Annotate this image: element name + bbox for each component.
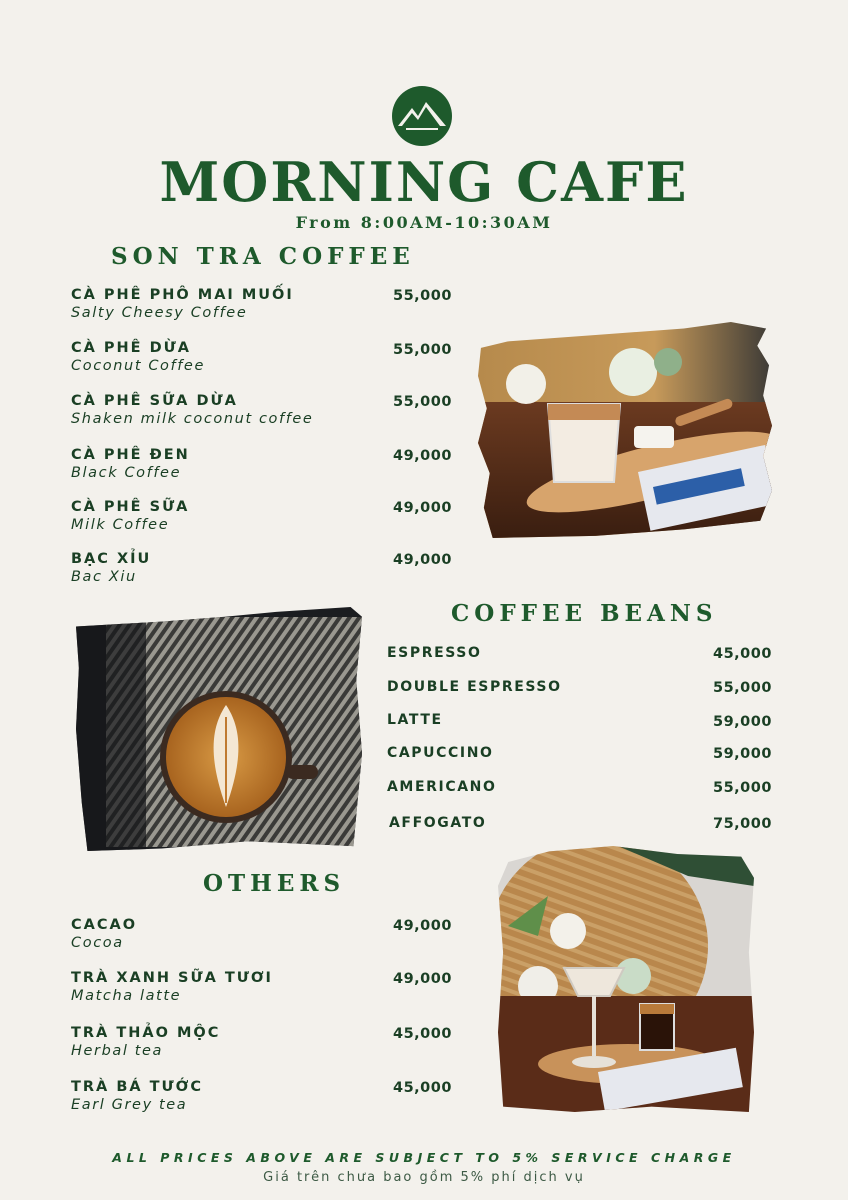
item-subtitle: Matcha latte bbox=[71, 988, 182, 1004]
item-name: BẠC XỈU bbox=[71, 551, 152, 567]
item-name: CÀ PHÊ DỪA bbox=[71, 340, 191, 356]
item-name: CÀ PHÊ SỮA bbox=[71, 499, 190, 515]
item-price: 49,000 bbox=[393, 448, 452, 464]
item-price: 45,000 bbox=[393, 1026, 452, 1042]
item-name: AMERICANO bbox=[387, 779, 497, 795]
affogato-photo bbox=[498, 846, 754, 1112]
item-name: ESPRESSO bbox=[387, 645, 482, 661]
item-name: CÀ PHÊ ĐEN bbox=[71, 447, 190, 463]
item-price: 49,000 bbox=[393, 918, 452, 934]
item-price: 49,000 bbox=[393, 500, 452, 516]
menu-item bbox=[71, 393, 313, 427]
item-subtitle: Black Coffee bbox=[71, 465, 182, 481]
mountain-logo-icon bbox=[392, 86, 452, 146]
section-title-son-tra-coffee: SON TRA COFFEE bbox=[111, 243, 415, 270]
menu-item bbox=[71, 287, 294, 321]
item-name: DOUBLE ESPRESSO bbox=[387, 679, 562, 695]
latte-art-photo bbox=[76, 607, 362, 851]
menu-item bbox=[71, 340, 205, 374]
menu-item bbox=[71, 917, 137, 951]
item-name: CÀ PHÊ SỮA DỪA bbox=[71, 393, 238, 409]
item-price: 75,000 bbox=[713, 816, 772, 832]
item-name: TRÀ BÁ TƯỚC bbox=[71, 1079, 203, 1095]
item-subtitle: Bac Xiu bbox=[71, 569, 137, 585]
service-charge-note-vietnamese: Giá trên chưa bao gồm 5% phí dịch vụ bbox=[263, 1170, 585, 1185]
menu-item bbox=[71, 551, 151, 585]
item-price: 45,000 bbox=[713, 646, 772, 662]
item-subtitle: Milk Coffee bbox=[71, 517, 170, 533]
menu-item bbox=[71, 1025, 220, 1059]
item-price: 55,000 bbox=[393, 342, 452, 358]
item-name: LATTE bbox=[387, 712, 443, 728]
item-subtitle: Salty Cheesy Coffee bbox=[71, 305, 248, 321]
coffee-glass-photo bbox=[478, 322, 772, 538]
item-price: 49,000 bbox=[393, 971, 452, 987]
section-title-others: OTHERS bbox=[203, 870, 346, 897]
item-name: TRÀ THẢO MỘC bbox=[71, 1025, 221, 1041]
item-subtitle: Shaken milk coconut coffee bbox=[71, 411, 314, 427]
item-name: AFFOGATO bbox=[389, 815, 487, 831]
item-name: CACAO bbox=[71, 917, 138, 933]
item-subtitle: Earl Grey tea bbox=[71, 1097, 188, 1113]
item-price: 59,000 bbox=[713, 746, 772, 762]
item-price: 59,000 bbox=[713, 714, 772, 730]
item-subtitle: Cocoa bbox=[71, 935, 124, 951]
menu-item bbox=[71, 499, 189, 533]
menu-item bbox=[71, 447, 190, 481]
opening-hours: From 8:00AM-10:30AM bbox=[295, 213, 553, 232]
page-title: MORNING CAFE bbox=[159, 150, 689, 214]
menu-item bbox=[71, 1079, 203, 1113]
item-price: 55,000 bbox=[713, 680, 772, 696]
service-charge-note: ALL PRICES ABOVE ARE SUBJECT TO 5% SERVICE CHARGE bbox=[112, 1150, 736, 1165]
item-price: 55,000 bbox=[393, 394, 452, 410]
item-price: 49,000 bbox=[393, 552, 452, 568]
item-price: 45,000 bbox=[393, 1080, 452, 1096]
menu-item bbox=[71, 970, 273, 1004]
item-subtitle: Coconut Coffee bbox=[71, 358, 205, 374]
item-price: 55,000 bbox=[713, 780, 772, 796]
item-name: CAPUCCINO bbox=[387, 745, 494, 761]
item-price: 55,000 bbox=[393, 288, 452, 304]
item-name: CÀ PHÊ PHÔ MAI MUỐI bbox=[71, 287, 294, 303]
item-name: TRÀ XANH SỮA TƯƠI bbox=[71, 970, 273, 986]
item-subtitle: Herbal tea bbox=[71, 1043, 164, 1059]
section-title-coffee-beans: COFFEE BEANS bbox=[451, 600, 718, 627]
